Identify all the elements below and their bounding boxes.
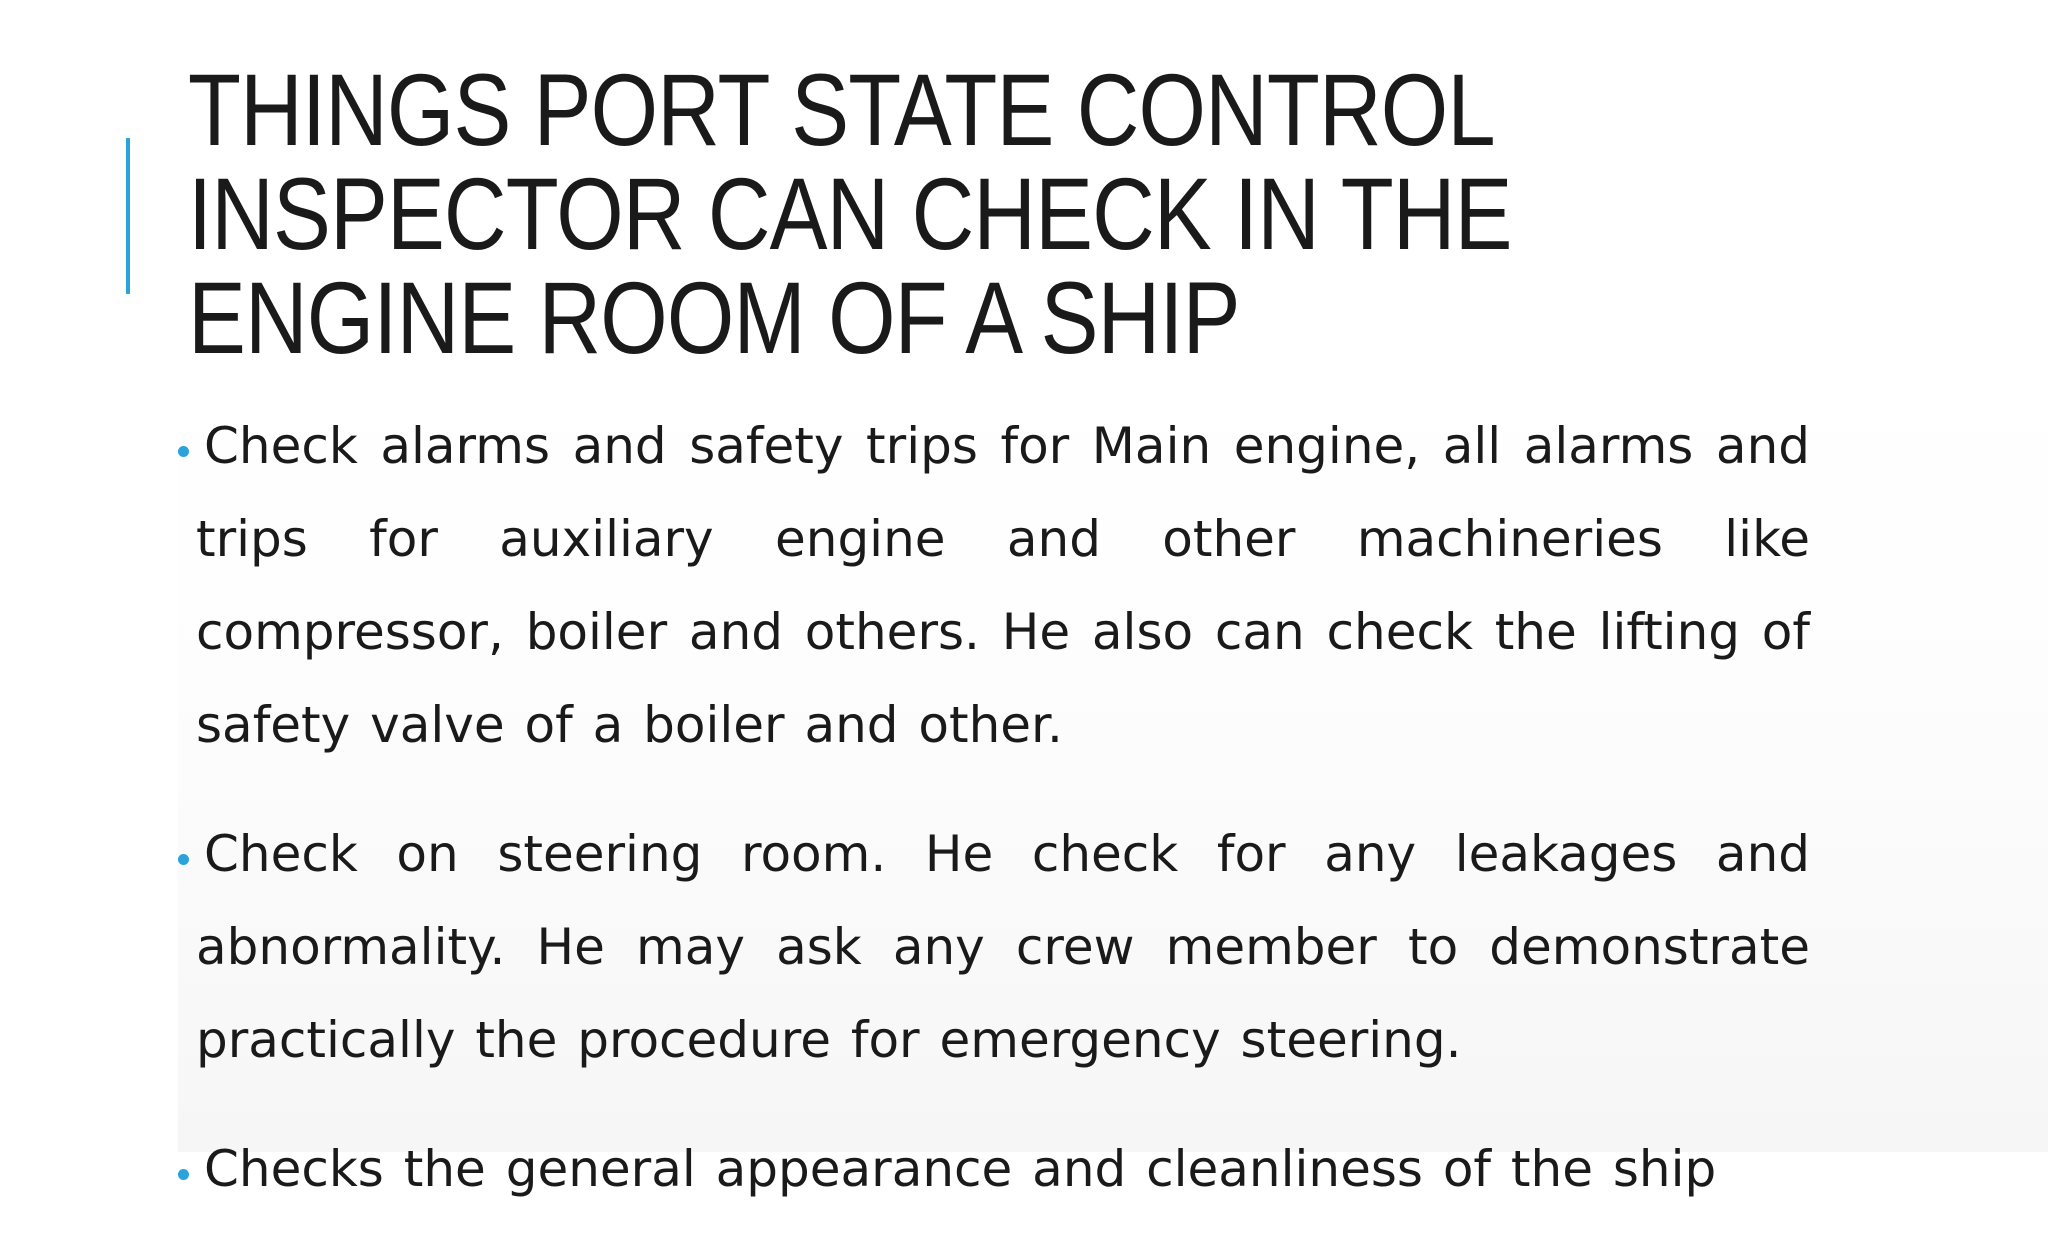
bullet-item-steering: [178, 808, 1810, 1087]
bullet-dot-icon: [178, 854, 189, 865]
title-line-2: INSPECTOR CAN CHECK IN THE: [188, 157, 1512, 271]
title-line-3: ENGINE ROOM OF A SHIP: [188, 261, 1240, 375]
bullet-dot-icon: [178, 1169, 189, 1180]
slide-title: [188, 53, 1633, 375]
title-line-1: THINGS PORT STATE CONTROL: [188, 53, 1495, 167]
bullet-list: [178, 400, 1810, 1252]
bullet-text: Check alarms and safety trips for Main engine, all alarms and trips for auxiliary engine and other machineries like compressor, boiler and others. He also can check the lifting of safety valve of a boiler and other.: [196, 417, 1810, 754]
bullet-text: Check on steering room. He check for any leakages and abnormality. He may ask any crew member to demonstrate practically the procedure for emergency steering.: [196, 825, 1810, 1069]
bullet-text: Checks the general appearance and cleanliness of the ship: [204, 1140, 1717, 1198]
bullet-item-alarms: [178, 400, 1810, 772]
bullet-item-appearance: [178, 1123, 1810, 1216]
bullet-dot-icon: [178, 446, 189, 457]
title-accent-bar: [126, 138, 130, 294]
